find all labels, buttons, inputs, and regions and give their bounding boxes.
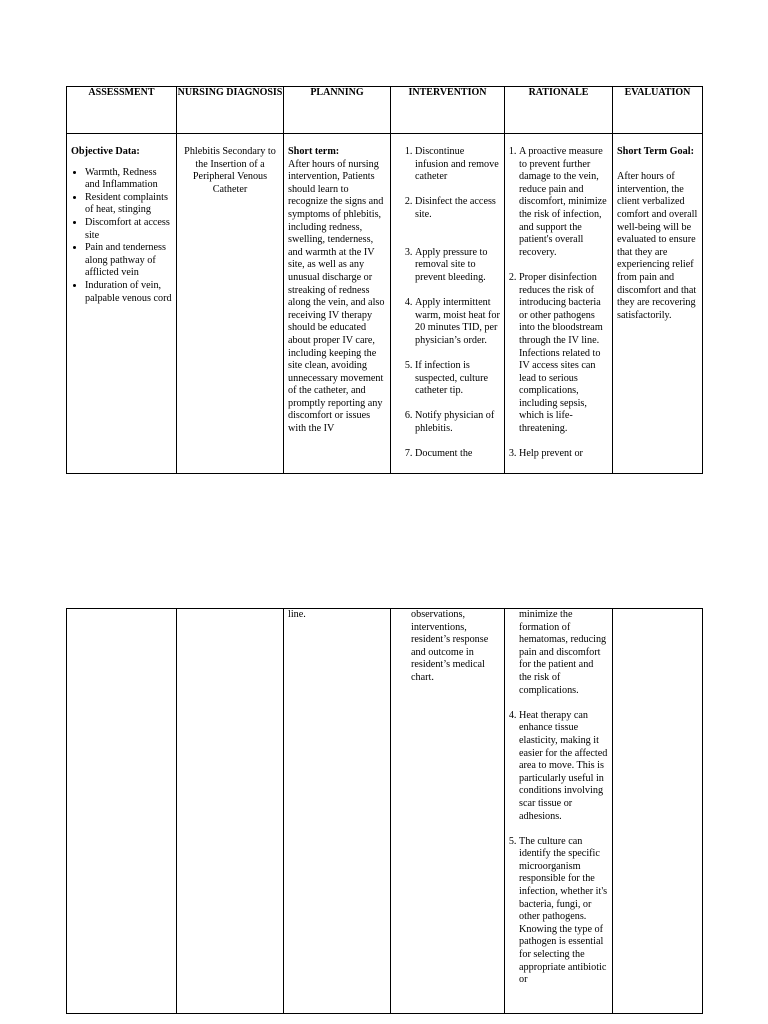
intervention-cell xyxy=(391,134,505,474)
continued-row xyxy=(67,609,703,1014)
assessment-cell xyxy=(67,134,177,474)
rationale-list-continued xyxy=(505,710,608,987)
evaluation-text: After hours of intervention, the client verbalized comfort and overall well-being will be evaluated to ensure that they are experiencing relief from pain and discomfort and that they are recovering satisfactorily. xyxy=(617,171,698,321)
list-item: 2. Disinfect the access site. xyxy=(415,196,500,221)
header-rationale: RATIONALE xyxy=(505,87,613,134)
list-item: • Resident complaints of heat, stinging xyxy=(85,192,172,217)
rationale-cell xyxy=(505,134,613,474)
list-item: 2. Proper disinfection reduces the risk of introducing bacteria or other pathogens into the bloodstream through the IV line. Infections related to IV access sites can lead to serious complications, including sepsis, which is life-threatening. xyxy=(519,272,608,436)
evaluation-title: Short Term Goal: xyxy=(617,146,694,157)
diagnosis-cell-continued xyxy=(177,609,284,1014)
list-item: • Induration of vein, palpable venous cord xyxy=(85,280,172,305)
intervention-cell-continued xyxy=(391,609,505,1014)
header-evaluation: EVALUATION xyxy=(613,87,703,134)
planning-text: After hours of nursing intervention, Patients should learn to recognize the signs and symptoms of phlebitis, including redness, swelling, tenderness, and warmth at the IV site, as well as any unusual discharge or streaking of redness along the vein, and also receiving IV therapy should be educated about proper IV care, including keeping the site clean, avoiding unnecessary movement of the catheter, and promptly reporting any discomfort or issues with the IV xyxy=(288,158,385,435)
list-item: 3. Apply pressure to removal site to prevent bleeding. xyxy=(415,247,500,285)
list-item: • Warmth, Redness and Inflammation xyxy=(85,167,172,192)
list-item: • Discomfort at access site xyxy=(85,217,172,242)
assessment-cell-continued xyxy=(67,609,177,1014)
intervention-continued-text: observations, interventions, resident’s response and outcome in resident’s medical chart. xyxy=(411,609,489,683)
diagnosis-text: Phlebitis Secondary to the Insertion of a Peripheral Venous Catheter xyxy=(184,146,276,195)
list-item: 4. Apply intermittent warm, moist heat for 20 minutes TID, per physician’s order. xyxy=(415,297,500,347)
assessment-list xyxy=(71,167,172,306)
header-planning: PLANNING xyxy=(284,87,391,134)
list-item: 1. A proactive measure to prevent further damage to the vein, reduce pain and discomfort, minimize the risk of infection, and support the patient's overall recovery. xyxy=(519,146,608,259)
content-row xyxy=(67,134,703,474)
care-plan-table-page2 xyxy=(66,608,703,1014)
rationale-cell-continued xyxy=(505,609,613,1014)
header-assessment: ASSESSMENT xyxy=(67,87,177,134)
planning-continued-text: line. xyxy=(288,609,306,620)
list-item: 1. Discontinue infusion and remove catheter xyxy=(415,146,500,184)
planning-cell xyxy=(284,134,391,474)
list-item: • Pain and tenderness along pathway of afflicted vein xyxy=(85,242,172,280)
list-item: 7. Document the xyxy=(415,448,500,461)
header-row xyxy=(67,87,703,134)
list-item: 6. Notify physician of phlebitis. xyxy=(415,410,500,435)
list-item: 4. Heat therapy can enhance tissue elasticity, making it easier for the affected area to move. This is particularly useful in conditions involving scar tissue or adhesions. xyxy=(519,710,608,823)
intervention-list xyxy=(395,146,500,461)
rationale-item3-continued: minimize the formation of hematomas, reducing pain and discomfort for the patient and the risk of complications. xyxy=(519,609,607,696)
evaluation-cell-continued xyxy=(613,609,703,1014)
care-plan-table-page1 xyxy=(66,86,703,474)
list-item: 3. Help prevent or xyxy=(519,448,608,461)
planning-cell-continued xyxy=(284,609,391,1014)
diagnosis-cell xyxy=(177,134,284,474)
list-item: 5. If infection is suspected, culture catheter tip. xyxy=(415,360,500,398)
rationale-list xyxy=(505,146,608,461)
header-nursing-diagnosis: NURSING DIAGNOSIS xyxy=(177,87,284,134)
assessment-title: Objective Data: xyxy=(71,146,140,157)
list-item: 5. The culture can identify the specific microorganism responsible for the infection, whether it's bacteria, fungi, or other pathogens. Knowing the type of pathogen is essential for selecting the appropriate antibiotic or xyxy=(519,836,608,987)
planning-title: Short term: xyxy=(288,146,340,157)
header-intervention: INTERVENTION xyxy=(391,87,505,134)
evaluation-cell xyxy=(613,134,703,474)
